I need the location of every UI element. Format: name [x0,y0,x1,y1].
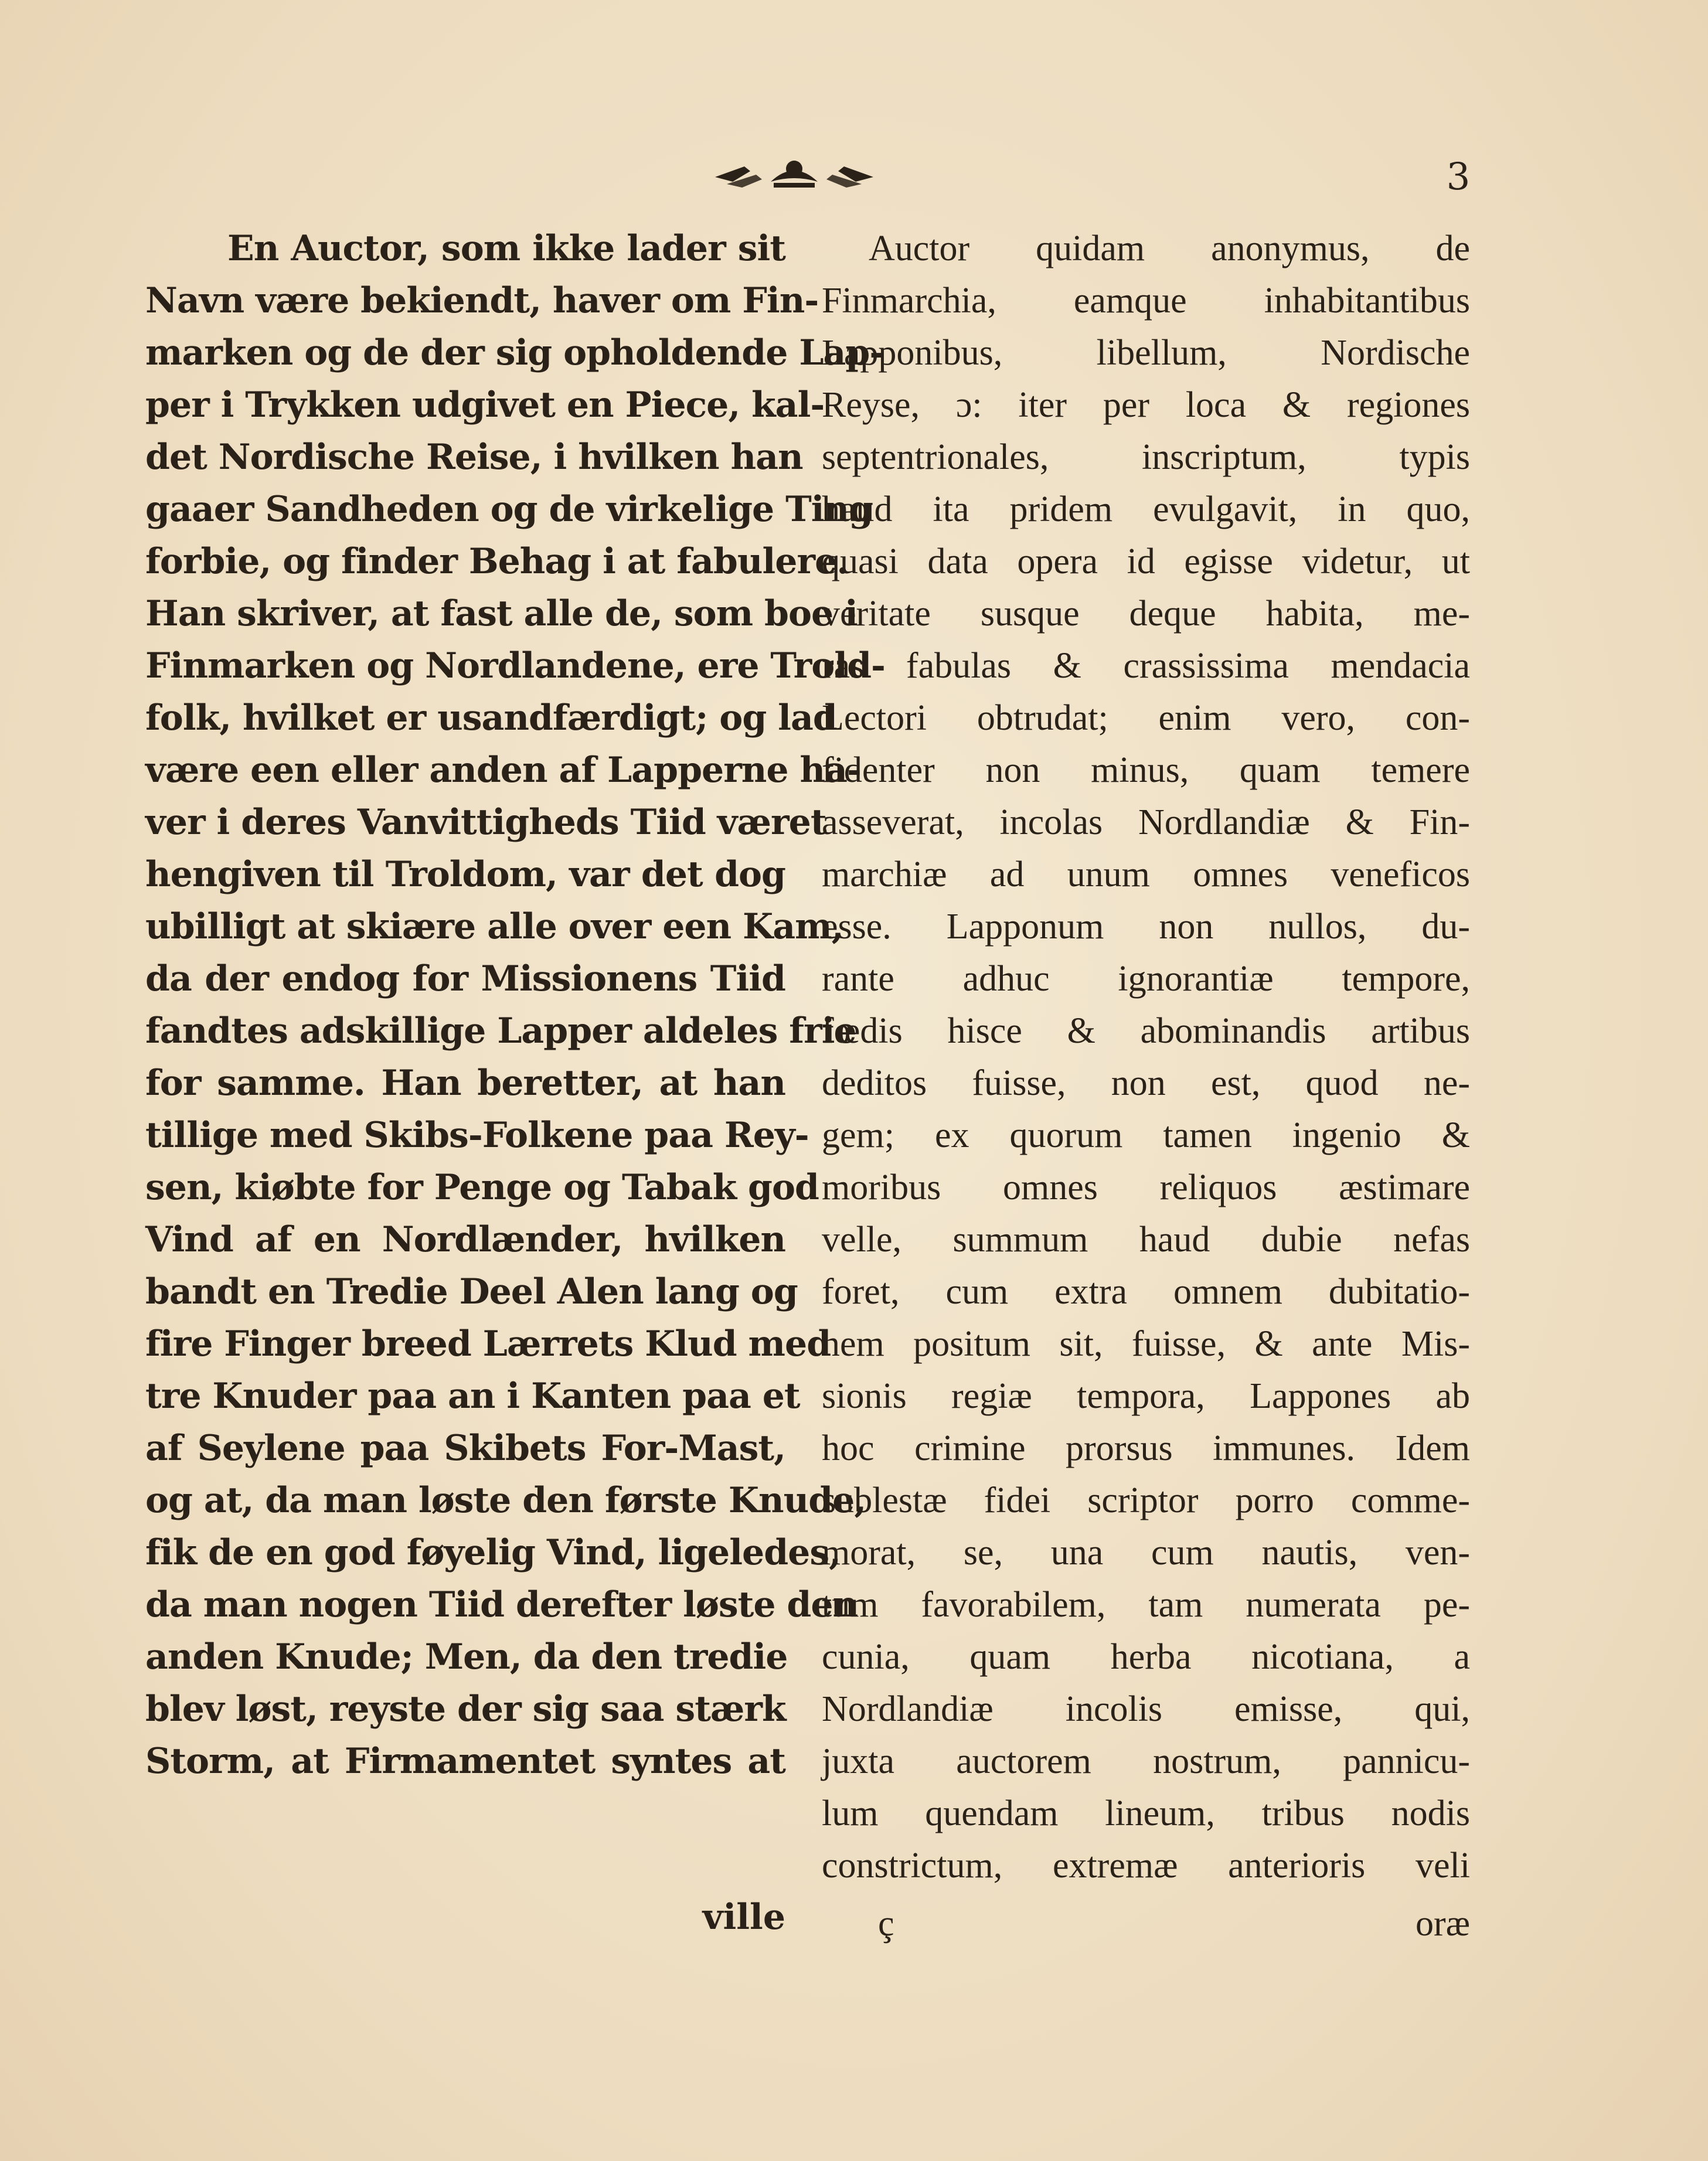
text-line: det Nordische Reise, i hvilken han [145,437,803,478]
text-line: fœdis hisce & abominandis artibus [822,1011,1470,1051]
right-catchword: oræ [1416,1904,1470,1944]
text-line: ubilligt at skiære alle over een Kam, [145,906,843,947]
text-line: da der endog for Missionens Tiid [145,958,785,999]
text-line: Navn være bekiendt, haver om Fin- [145,280,819,321]
text-line: ras fabulas & crassissima mendacia [822,646,1470,686]
text-line: og at, da man løste den første Knude, [145,1480,866,1521]
text-line: esse. Lapponum non nullos, du- [822,907,1470,947]
text-line: quasi data opera id egisse videtur, ut [822,542,1470,581]
text-line: fik de en god føyelig Vind, ligeledes, [145,1532,841,1573]
text-line: da man nogen Tiid derefter løste den [145,1584,858,1625]
text-line: Finmarken og Nordlandene, ere Trold- [145,645,885,686]
text-line: En Auctor, som ikke lader sit [227,228,785,269]
text-line: nem positum sit, fuisse, & ante Mis- [822,1324,1470,1364]
text-line: marken og de der sig opholdende Lap- [145,332,884,373]
text-line: fire Finger breed Lærrets Klud med [145,1323,831,1364]
text-line: juxta auctorem nostrum, pannicu- [822,1741,1470,1781]
text-line: morat, se, una cum nautis, ven- [822,1533,1470,1573]
text-line: sen, kiøbte for Penge og Tabak god [145,1167,819,1208]
text-line: marchiæ ad unum omnes veneficos [822,855,1470,894]
text-line: fandtes adskillige Lapper aldeles frie [145,1010,856,1051]
text-line: blev løst, reyste der sig saa stærk [145,1689,786,1730]
text-line: Nordlandiæ incolis emisse, qui, [822,1689,1470,1729]
text-line: hengiven til Troldom, var det dog [145,854,785,895]
left-catchword: ville [702,1897,785,1938]
text-line: velle, summum haud dubie nefas [822,1220,1470,1260]
text-line: tre Knuder paa an i Kanten paa et [145,1376,800,1417]
text-line: sionis regiæ tempora, Lappones ab [822,1376,1470,1416]
latin-text-column [822,223,1470,1892]
text-line: asseverat, incolas Nordlandiæ & Fin- [822,802,1470,842]
text-line: deditos fuisse, non est, quod ne- [822,1063,1470,1103]
danish-text-column [145,223,885,1788]
text-line: Reyse, ɔ: iter per loca & regiones [822,385,1470,425]
text-line: bandt en Tredie Deel Alen lang og [145,1271,798,1312]
text-line: tillige med Skibs-Folkene paa Rey- [145,1115,809,1156]
text-line: Lapponibus, libellum, Nordische [822,333,1470,373]
text-line: foret, cum extra omnem dubitatio- [822,1272,1470,1312]
printers-ornament-icon [709,154,879,195]
text-line: forbie, og finder Behag i at fabulere. [145,541,849,582]
text-line: ver i deres Vanvittigheds Tiid været [145,802,826,843]
text-line: anden Knude; Men, da den tredie [145,1636,788,1677]
text-line: cunia, quam herba nicotiana, a [822,1637,1470,1677]
text-line: hoc crimine prorsus immunes. Idem [822,1428,1470,1468]
text-line: tum favorabilem, tam numerata pe- [822,1585,1470,1625]
text-line: per i Trykken udgivet en Piece, kal- [145,384,825,426]
text-line: veritate susque deque habita, me- [822,594,1470,634]
text-line: sublestæ fidei scriptor porro comme- [822,1481,1470,1520]
text-line: lum quendam lineum, tribus nodis [822,1794,1470,1833]
page-number: 3 [1446,155,1471,199]
text-line: af Seylene paa Skibets For-Mast, [145,1428,785,1469]
text-line: folk, hvilket er usandfærdigt; og lad [145,697,837,739]
text-line: for samme. Han beretter, at han [145,1063,785,1104]
text-line: constrictum, extremæ anterioris veli [822,1846,1470,1886]
text-line: Vind af en Nordlænder, hvilken [145,1219,785,1260]
text-line: være een eller anden af Lapperne ha- [145,750,861,791]
text-line: Finmarchia, eamque inhabitantibus [822,281,1470,321]
text-line: rante adhuc ignorantiæ tempore, [822,959,1470,999]
signature-mark: ç [878,1904,894,1944]
text-line: gaaer Sandheden og de virkelige Ting [145,489,873,530]
text-line: moribus omnes reliquos æstimare [822,1168,1470,1207]
text-line: septentrionales, inscriptum, typis [822,437,1470,477]
text-line: Storm, at Firmamentet syntes at [145,1741,785,1782]
text-line: Auctor quidam anonymus, de [869,229,1470,268]
text-line: gem; ex quorum tamen ingenio & [822,1115,1470,1155]
text-line: haud ita pridem evulgavit, in quo, [822,489,1470,529]
text-line: fidenter non minus, quam temere [822,750,1470,790]
text-line: Lectori obtrudat; enim vero, con- [822,698,1470,738]
text-line: Han skriver, at fast alle de, som boe i [145,593,858,634]
